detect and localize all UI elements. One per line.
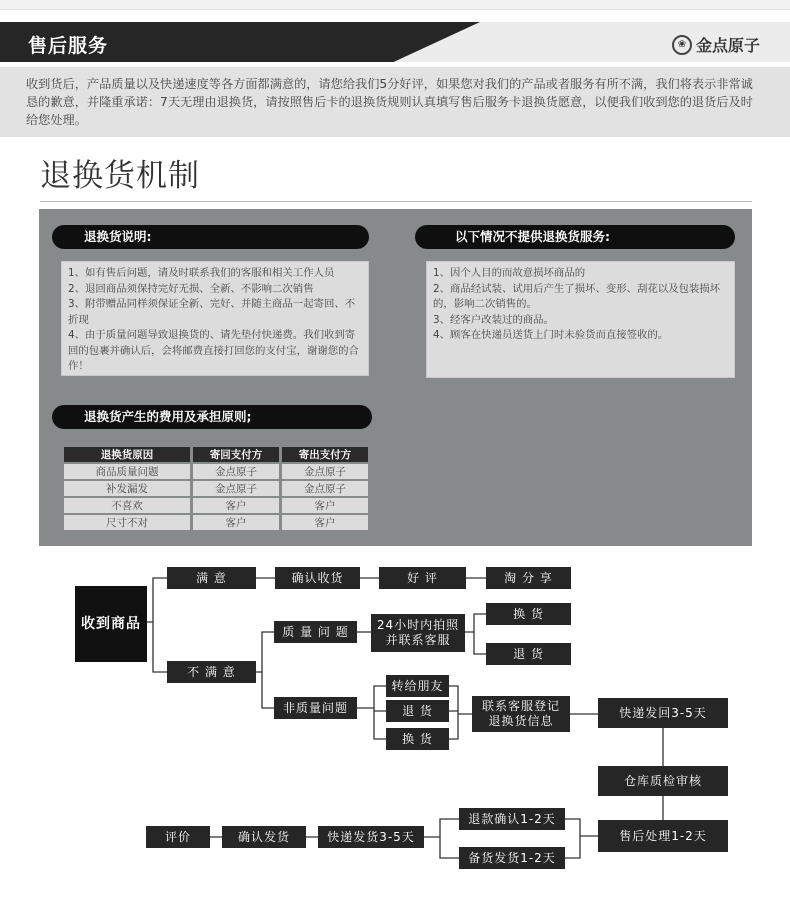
warehouse-check-box: 仓库质检审核: [598, 766, 728, 796]
fees-cell: 补发漏发: [64, 481, 190, 496]
notice-text: 收到货后，产品质量以及快递速度等各方面都满意的，请您给我们5分好评，如果您对我们的产品或者服务有所不满，我们将表示非常诚恳的歉意，并隆重承诺：7天无理由退换货，请按照售后卡的退换货规则认真填写售后服务卡退换货愿意，以便我们收到您的退货后及时给您处理。: [0, 67, 790, 137]
share-box: 淘 分 享: [486, 567, 571, 589]
after-sale-box: 售后处理1-2天: [598, 820, 728, 852]
fees-cell: 金点原子: [282, 481, 368, 496]
fees-cell: 金点原子: [193, 481, 279, 496]
fees-cell: 客户: [193, 515, 279, 530]
explain-line: 4、由于质量问题导致退换货的、请先垫付快递费。我们收到寄回的包裹并确认后，会将邮费直接打回您的支付宝，谢谢您的合作！: [68, 329, 359, 372]
fees-cell: 不喜欢: [64, 498, 190, 513]
fees-header: 退换货原因: [64, 447, 190, 462]
fees-header: 寄出支付方: [282, 447, 368, 462]
non-quality-box: 非质量问题: [274, 697, 357, 719]
exclude-line: 4、顾客在快递员送货上门时未验货而直接签收的。: [433, 329, 669, 341]
prepare-ship-box: 备货发货1-2天: [459, 847, 565, 869]
contact-register-box: 联系客服登记 退换货信息: [472, 696, 570, 732]
good-review-box: 好 评: [379, 567, 466, 589]
exclude-line: 3、经客户改装过的商品。: [433, 313, 554, 326]
satisfied-box: 满 意: [167, 567, 256, 589]
return-box: 退 货: [486, 643, 571, 665]
fees-cell: 商品质量问题: [64, 464, 190, 479]
brand-name: 金点原子: [695, 36, 760, 55]
exclude-line: 1、因个人目的而故意损坏商品的: [433, 267, 586, 279]
ship-back-box: 快递发回3-5天: [598, 698, 728, 728]
section-title: 退换货机制: [40, 158, 200, 194]
refund-confirm-box: 退款确认1-2天: [459, 808, 565, 830]
explain-title: 退换货说明:: [52, 225, 369, 249]
header-title: 售后服务: [28, 35, 109, 57]
fees-cell: 客户: [282, 515, 368, 530]
ship-out-box: 快递发货3-5天: [318, 826, 424, 848]
quality-issue-box: 质 量 问 题: [274, 621, 357, 643]
explain-line: 1、如有售后问题，请及时联系我们的客服和相关工作人员: [68, 267, 335, 279]
fees-header: 寄回支付方: [193, 447, 279, 462]
fees-title: 退换货产生的费用及承担原则;: [52, 405, 372, 429]
confirm-ship-box: 确认发货: [222, 826, 306, 848]
photo-contact-box: 24小时内拍照 并联系客服: [371, 614, 465, 652]
fees-cell: 金点原子: [282, 464, 368, 479]
review-box: 评价: [146, 826, 210, 848]
fees-cell: 客户: [282, 498, 368, 513]
exchange-box: 换 货: [486, 603, 571, 625]
explain-line: 2、退回商品须保持完好无损、全新、不影响二次销售: [68, 282, 314, 295]
return2-box: 退 货: [386, 700, 449, 722]
transfer-friend-box: 转给朋友: [386, 675, 449, 697]
fees-cell: 尺寸不对: [64, 515, 190, 530]
fees-cell: 金点原子: [193, 464, 279, 479]
exclude-line: 2、商品经试装、试用后产生了损坏、变形、刮花以及包装损坏的，影响二次销售的。: [433, 282, 721, 310]
logo-icon: ❀: [672, 35, 692, 55]
exclude-title: 以下情况不提供退换货服务:: [415, 225, 735, 249]
fees-cell: 客户: [193, 498, 279, 513]
receive-box: 收到商品: [75, 586, 147, 662]
unsatisfied-box: 不 满 意: [167, 661, 256, 683]
exchange2-box: 换 货: [386, 728, 449, 750]
confirm-receipt-box: 确认收货: [275, 567, 360, 589]
explain-line: 3、附带赠品同样须保证全新、完好、并随主商品一起寄回、不折现: [68, 298, 356, 326]
